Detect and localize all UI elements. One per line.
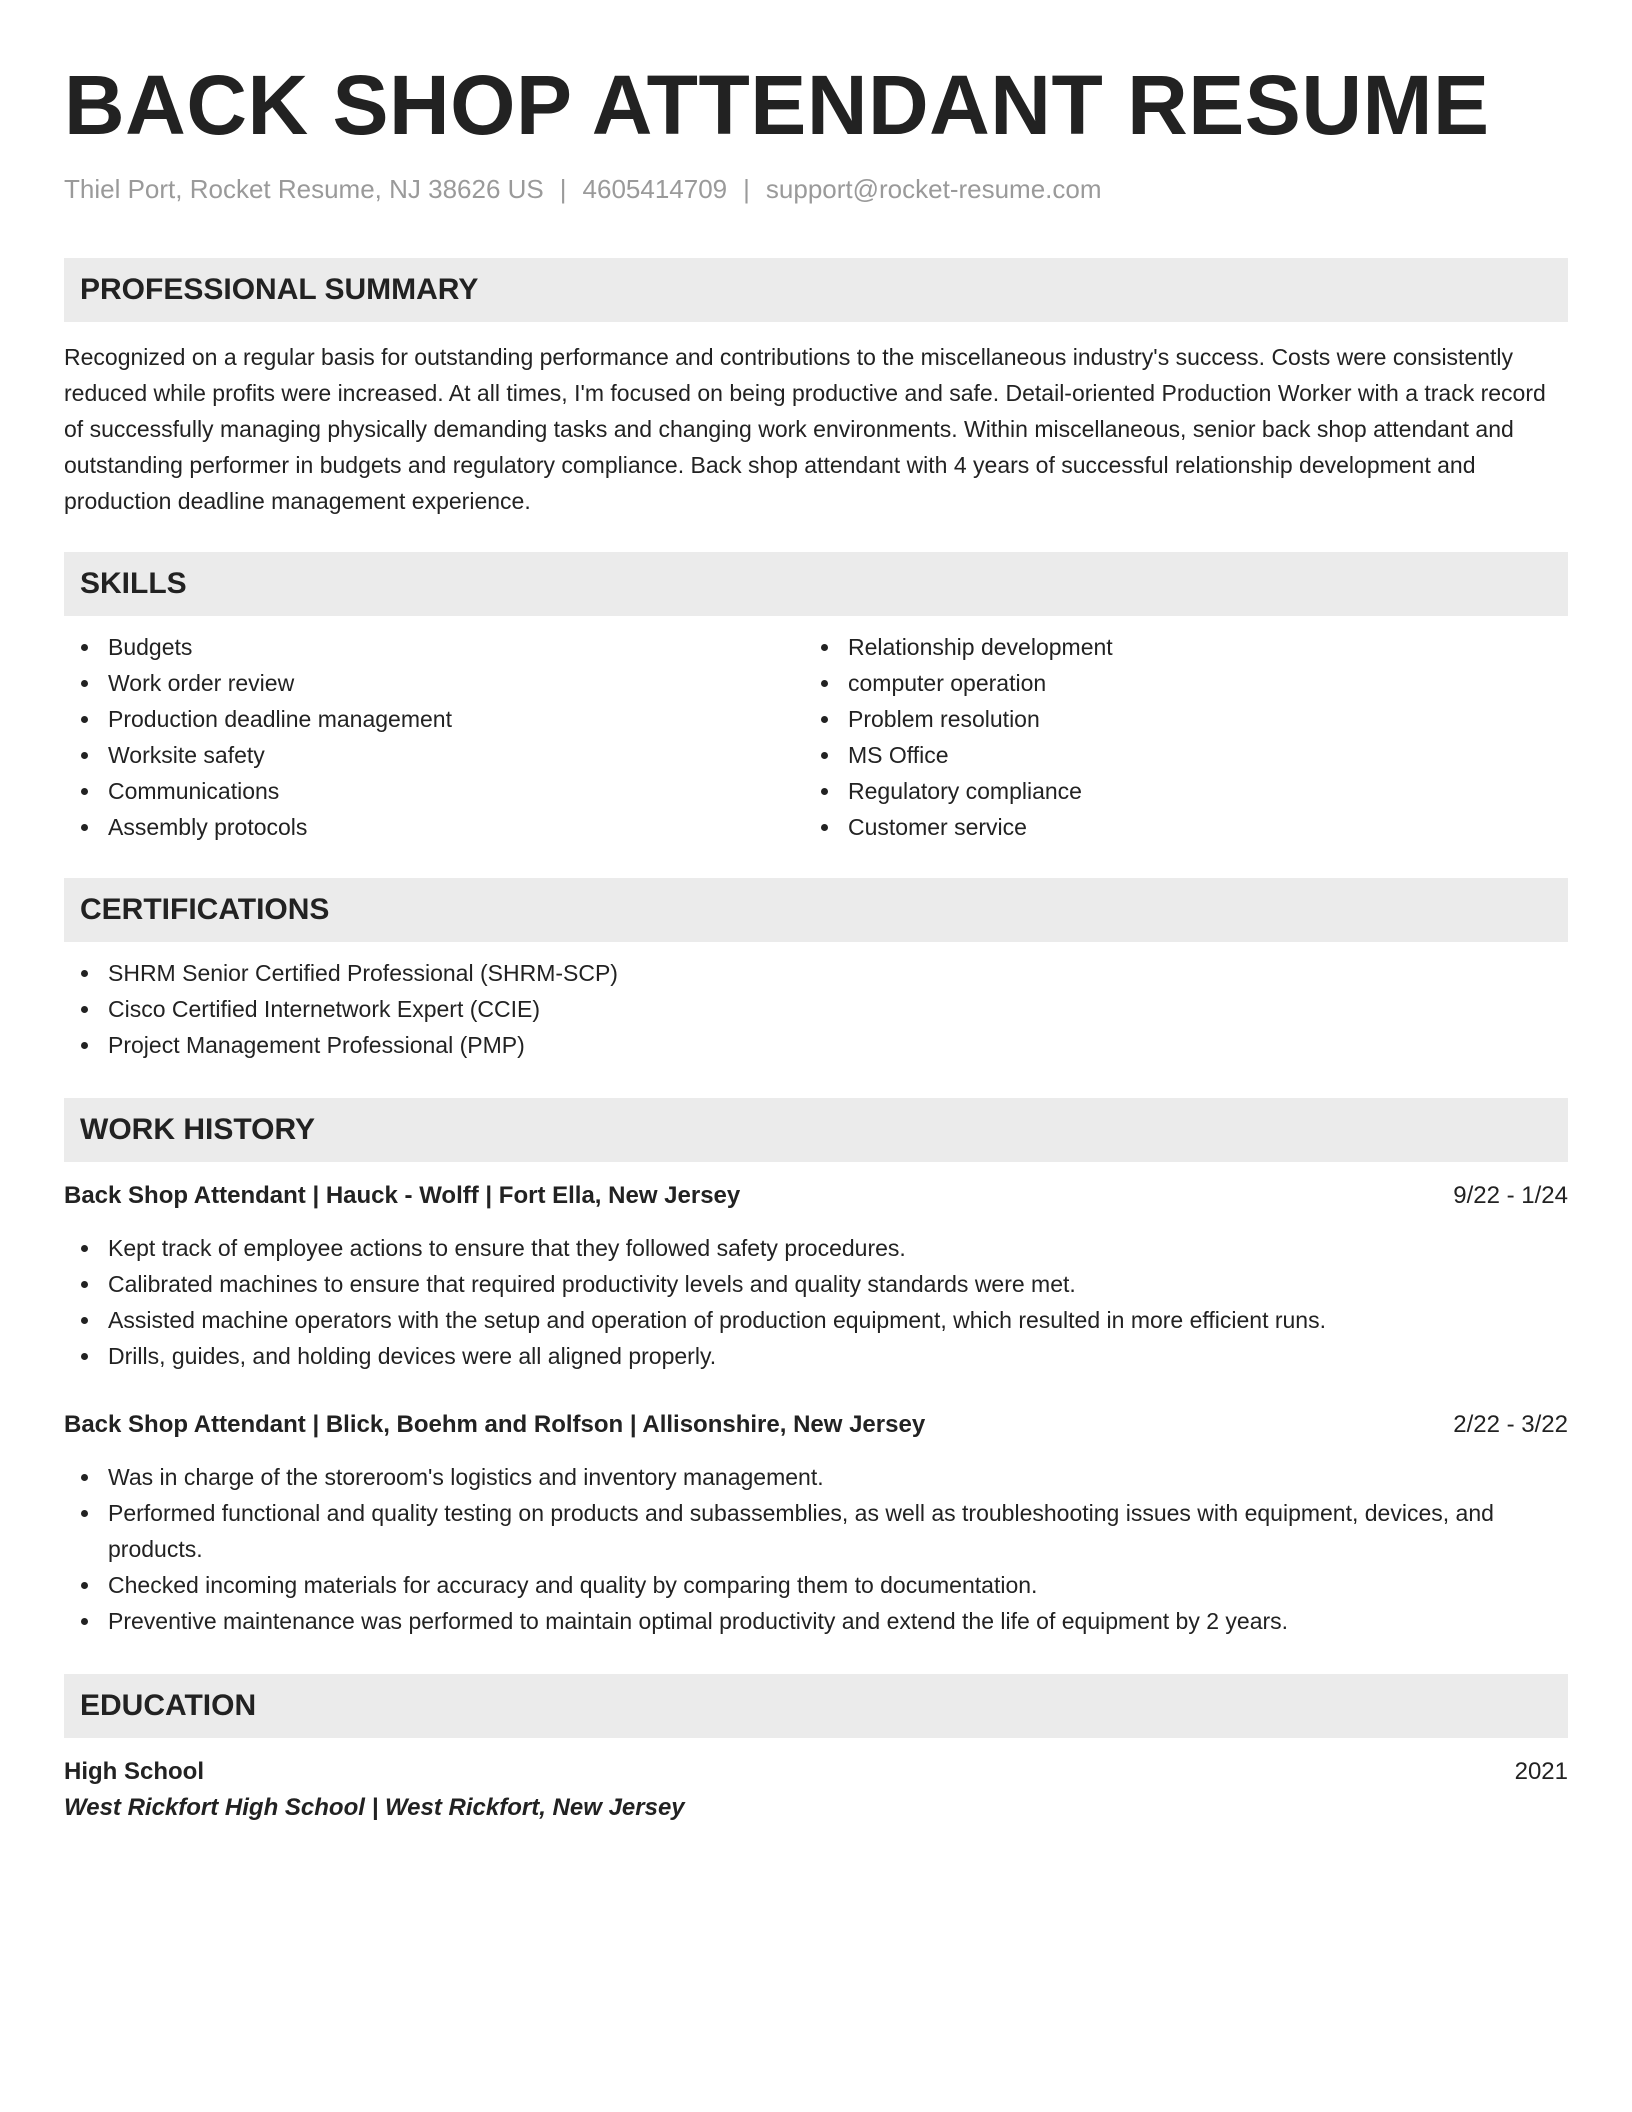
summary-text: Recognized on a regular basis for outstanding performance and contributions to the miscellaneous industry's success. Costs were consistently reduced while profits were increased. At all times, I'm focused on being productive and safe. Detail-oriented Production Worker with a track record of successfully managing physically demanding tasks and changing work environments. Within miscellaneous, senior back shop attendant and outstanding performer in budgets and regulatory compliance. Back shop attendant with 4 years of successful relationship development and production deadline management experience.	[64, 344, 1546, 514]
job-bullet: Assisted machine operators with the setup and operation of production equipment, which resulted in more efficient runs.	[64, 1302, 1568, 1338]
job-header	[64, 1407, 1568, 1443]
education-entry	[64, 1754, 1568, 1826]
job-dates: 2/22 - 3/22	[1453, 1411, 1568, 1438]
education-header	[64, 1754, 1568, 1790]
certification-item: Project Management Professional (PMP)	[64, 1027, 1568, 1063]
education-degree: High School	[64, 1758, 204, 1785]
job-title: Back Shop Attendant | Hauck - Wolff | Fort Ella, New Jersey	[64, 1182, 741, 1209]
job-bullet: Drills, guides, and holding devices were all aligned properly.	[64, 1338, 1568, 1374]
job-header	[64, 1178, 1568, 1214]
skill-item: Assembly protocols	[64, 809, 804, 845]
job-entry	[64, 1178, 1568, 1374]
certification-item: SHRM Senior Certified Professional (SHRM-SCP)	[64, 955, 1568, 991]
skills-list-right	[804, 629, 1568, 845]
skill-item: Worksite safety	[64, 737, 804, 773]
skills-heading: SKILLS	[64, 552, 1568, 616]
skill-item: Customer service	[804, 809, 1568, 845]
summary-heading: PROFESSIONAL SUMMARY	[64, 258, 1568, 322]
skill-item: computer operation	[804, 665, 1568, 701]
job-bullets	[64, 1459, 1568, 1639]
job-bullet: Checked incoming materials for accuracy and quality by comparing them to documentation.	[64, 1567, 1568, 1603]
education-section	[64, 1674, 1568, 1826]
skill-item: Relationship development	[804, 629, 1568, 665]
skill-item: MS Office	[804, 737, 1568, 773]
contact-line	[64, 171, 1568, 207]
resume-title: BACK SHOP ATTENDANT RESUME	[64, 58, 1490, 152]
summary-section	[64, 258, 1568, 519]
certifications-section	[64, 878, 1568, 1063]
skills-list-left	[64, 629, 804, 845]
contact-separator: |	[743, 174, 750, 204]
contact-email: support@rocket-resume.com	[765, 174, 1102, 204]
contact-phone: 4605414709	[582, 174, 728, 204]
job-bullet: Preventive maintenance was performed to maintain optimal productivity and extend the life of equipment by 2 years.	[64, 1603, 1568, 1639]
skills-section	[64, 552, 1568, 845]
certification-item: Cisco Certified Internetwork Expert (CCIE)	[64, 991, 1568, 1027]
skills-columns	[64, 629, 1568, 845]
skill-item: Problem resolution	[804, 701, 1568, 737]
job-bullets	[64, 1230, 1568, 1374]
education-year: 2021	[1514, 1758, 1568, 1785]
job-bullet: Was in charge of the storeroom's logistics and inventory management.	[64, 1459, 1568, 1495]
summary-body	[64, 339, 1568, 519]
job-bullet: Kept track of employee actions to ensure that they followed safety procedures.	[64, 1230, 1568, 1266]
job-bullet: Performed functional and quality testing on products and subassemblies, as well as troubleshooting issues with equipment, devices, and products.	[64, 1495, 1568, 1567]
job-entry	[64, 1407, 1568, 1639]
job-bullet: Calibrated machines to ensure that required productivity levels and quality standards were met.	[64, 1266, 1568, 1302]
skill-item: Communications	[64, 773, 804, 809]
contact-address: Thiel Port, Rocket Resume, NJ 38626 US	[64, 174, 544, 204]
skill-item: Budgets	[64, 629, 804, 665]
skill-item: Regulatory compliance	[804, 773, 1568, 809]
skill-item: Work order review	[64, 665, 804, 701]
job-title: Back Shop Attendant | Blick, Boehm and Rolfson | Allisonshire, New Jersey	[64, 1411, 926, 1438]
contact-separator: |	[559, 174, 567, 204]
work-history-section	[64, 1098, 1568, 1639]
education-school: West Rickfort High School | West Rickfort, New Jersey	[64, 1794, 685, 1821]
skill-item: Production deadline management	[64, 701, 804, 737]
work-history-heading: WORK HISTORY	[64, 1098, 1568, 1162]
certifications-heading: CERTIFICATIONS	[64, 878, 1568, 942]
education-heading: EDUCATION	[64, 1674, 1568, 1738]
job-dates: 9/22 - 1/24	[1453, 1182, 1568, 1209]
certifications-list	[64, 955, 1568, 1063]
